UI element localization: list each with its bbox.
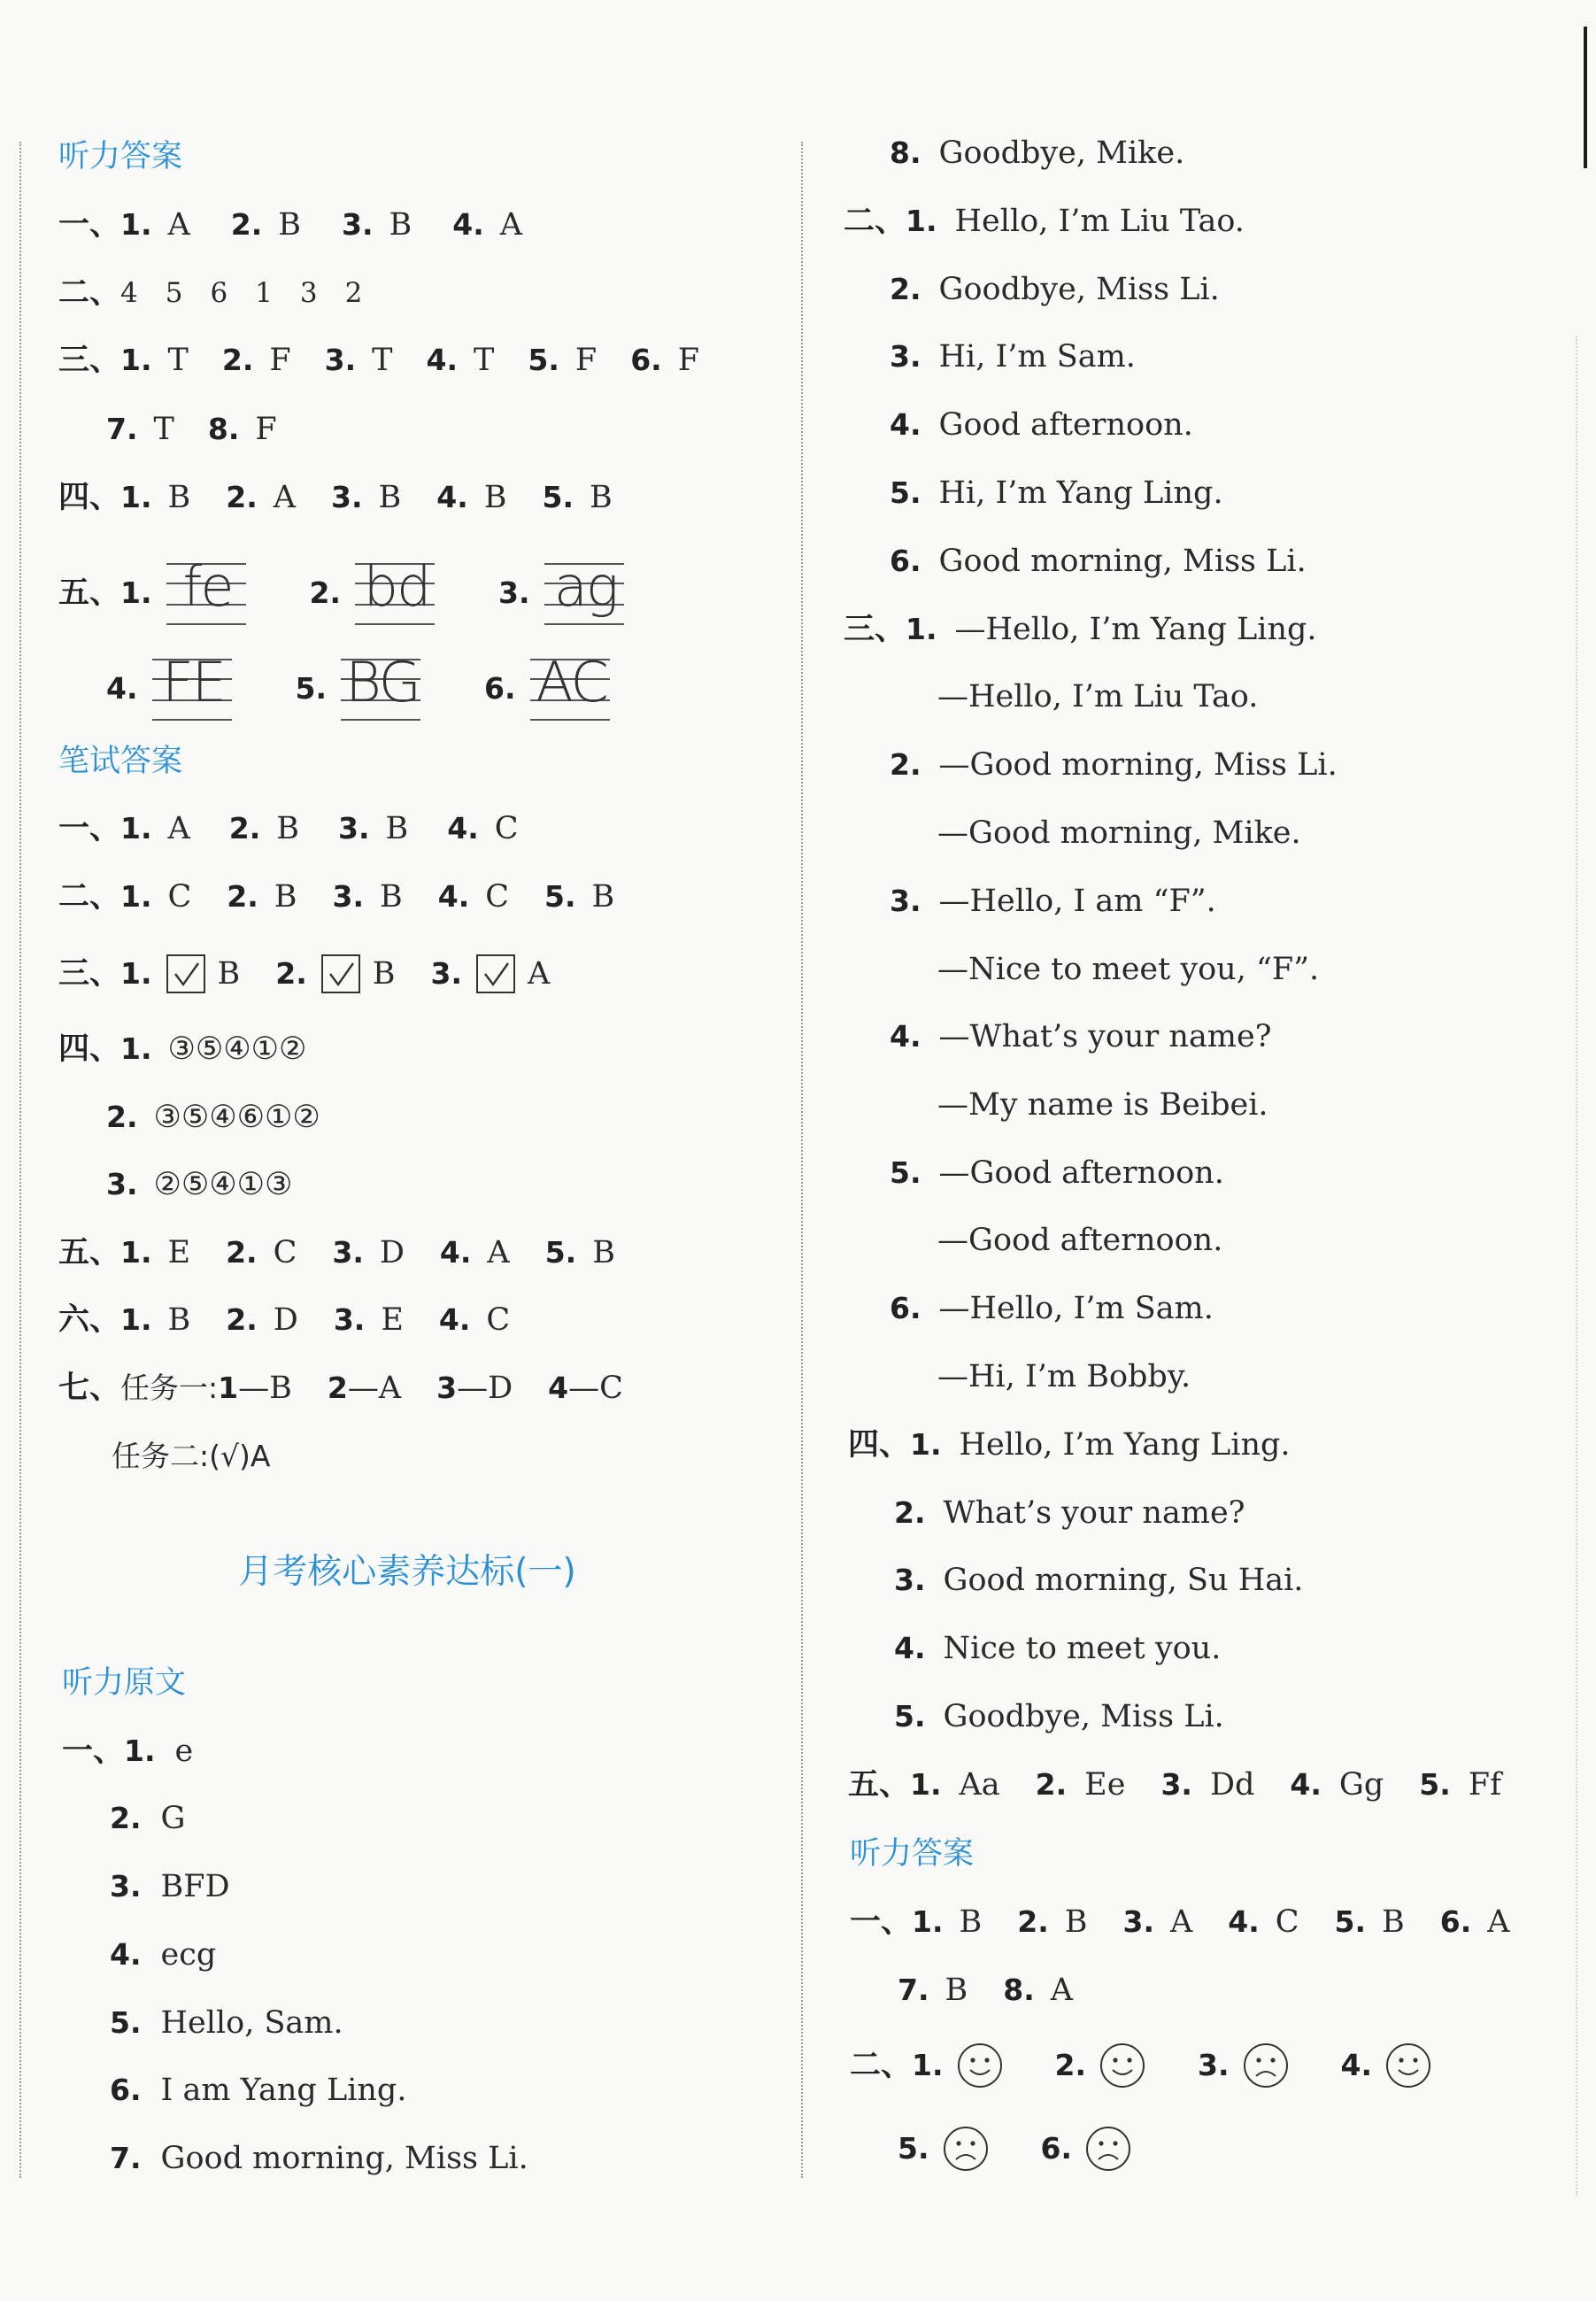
dialogue-row xyxy=(890,1282,1596,1335)
transcript-text: Goodbye, Miss Li. xyxy=(943,1699,1224,1734)
transcript-text: Hello, I’m Yang Ling. xyxy=(959,1427,1291,1463)
item-number: 4. xyxy=(452,207,484,242)
dialogue-row xyxy=(937,670,1596,723)
handwritten-letters: AC xyxy=(536,650,607,714)
handwriting-lines xyxy=(544,554,624,627)
item-number: 5. xyxy=(544,879,576,914)
item-number: 1. xyxy=(120,480,152,514)
answer: A xyxy=(487,1235,510,1270)
item-number: 3. xyxy=(890,884,921,918)
dialogue-line: —Good afternoon. xyxy=(937,1223,1223,1258)
item-number: 1. xyxy=(120,1031,152,1066)
dialogue-row xyxy=(937,1078,1596,1131)
answer-row xyxy=(58,1226,797,1279)
item-number: 5. xyxy=(890,475,921,510)
item-number: 4 xyxy=(548,1371,569,1405)
item-number: 2. xyxy=(1054,2048,1087,2082)
handwritten-letters: fe xyxy=(182,554,233,619)
section-number: 二、 xyxy=(58,275,121,311)
item-number: 4. xyxy=(437,879,470,914)
section-heading: 听力答案 xyxy=(850,1836,975,1872)
answer: B xyxy=(372,956,396,992)
item-number: 1 xyxy=(218,1371,239,1405)
answer: F xyxy=(255,412,277,447)
item-number: 2 xyxy=(327,1371,348,1405)
item-number: 4. xyxy=(1290,1767,1322,1802)
dialogue-row xyxy=(890,738,1596,791)
transcript-text: Hi, I’m Yang Ling. xyxy=(938,475,1223,511)
item-number: 3. xyxy=(106,1167,138,1201)
transcript-text: Goodbye, Mike. xyxy=(938,135,1185,171)
section-number: 二、 xyxy=(58,879,121,915)
section-number: 六、 xyxy=(58,1302,121,1338)
answer-row xyxy=(58,870,797,923)
answer: B xyxy=(217,956,241,992)
item-number: 1. xyxy=(120,207,152,242)
item-number: 3. xyxy=(332,1235,364,1270)
answer: A xyxy=(167,207,190,243)
item-number: 2. xyxy=(226,480,258,514)
handwritten-letters: ag xyxy=(553,554,618,619)
section-number: 五、 xyxy=(58,1235,121,1270)
section-number: 七、 xyxy=(58,1371,121,1406)
item-number: 2. xyxy=(1017,1904,1049,1939)
item-number: 7. xyxy=(898,1973,929,2007)
answer: B xyxy=(592,1235,615,1270)
item-number: 6. xyxy=(890,544,921,578)
answer: T xyxy=(167,343,189,378)
section-number: 二、 xyxy=(844,204,906,239)
page-title: 月考核心素养达标(一) xyxy=(238,1552,576,1592)
answer-row xyxy=(58,471,797,524)
transcript-row xyxy=(848,1758,1596,1811)
section-number: 三、 xyxy=(58,343,121,378)
answer-row xyxy=(58,802,797,855)
transcript-row xyxy=(110,1996,797,2050)
section-number: 一、 xyxy=(850,1904,913,1940)
transcript-row xyxy=(894,1554,1596,1607)
item-number: 1. xyxy=(120,343,152,377)
transcript-row xyxy=(110,2064,797,2117)
item-number: 2. xyxy=(275,956,307,991)
smile-face-icon xyxy=(956,2042,1004,2089)
item-number: 3. xyxy=(338,811,370,846)
item-number: 5. xyxy=(1334,1904,1367,1939)
item-number: 6. xyxy=(630,343,662,377)
answer-row xyxy=(58,334,797,387)
letter-row xyxy=(58,547,797,639)
item-number: 4. xyxy=(439,1235,472,1270)
dialogue-row xyxy=(844,603,1596,656)
item-number: 4. xyxy=(447,811,479,846)
dialogue-line: —Good morning, Miss Li. xyxy=(938,747,1338,783)
transcript-row xyxy=(110,1928,797,1981)
transcript-text: Good morning, Su Hai. xyxy=(943,1563,1304,1598)
item-number: 6. xyxy=(110,2073,142,2107)
item-number: 5. xyxy=(528,343,559,377)
transcript-row xyxy=(110,1792,797,1845)
answer-row xyxy=(58,1293,797,1347)
answer: B xyxy=(959,1904,983,1940)
column-divider xyxy=(801,142,803,2178)
answer: E xyxy=(381,1302,404,1338)
transcript-text: Hello, Sam. xyxy=(160,2005,343,2041)
transcript-row xyxy=(894,1486,1596,1540)
transcript-text: Gg xyxy=(1338,1767,1384,1803)
answer: B xyxy=(167,1302,191,1338)
transcript-row xyxy=(844,195,1596,248)
answer: F xyxy=(677,343,699,378)
answer: B xyxy=(167,480,191,515)
item-number: 3. xyxy=(890,339,921,374)
item-number: 4. xyxy=(436,480,468,514)
dialogue-line: —Hello, I am “F”. xyxy=(938,884,1216,919)
answer: B xyxy=(591,879,615,915)
item-number: 7. xyxy=(106,412,138,446)
handwritten-letters: bd xyxy=(363,554,430,619)
answer-row xyxy=(58,266,797,320)
answer: ③⑤④①② xyxy=(167,1031,307,1067)
transcript-row xyxy=(890,330,1596,383)
dialogue-row xyxy=(937,1350,1596,1403)
handwriting-lines xyxy=(530,650,610,722)
item-number: 3. xyxy=(1160,1767,1192,1802)
answer-row xyxy=(58,1023,797,1076)
answer: D xyxy=(273,1302,298,1338)
item-number: 3. xyxy=(332,879,365,914)
item-number: 4. xyxy=(890,1019,921,1054)
item-number: 3. xyxy=(110,1869,142,1903)
transcript-text: Nice to meet you. xyxy=(943,1631,1222,1666)
item-number: 3. xyxy=(894,1563,926,1597)
answer: —C xyxy=(568,1371,623,1406)
handwriting-lines xyxy=(355,554,435,627)
item-number: 2. xyxy=(106,1100,138,1134)
item-number: 5. xyxy=(295,671,327,706)
section-number: 三、 xyxy=(58,956,121,992)
answer: F xyxy=(574,343,598,378)
item-number: 3. xyxy=(430,956,462,991)
answer-row xyxy=(58,198,797,251)
answer-row xyxy=(106,403,797,456)
item-number: 4. xyxy=(438,1302,471,1337)
handwritten-letters: FE xyxy=(162,650,225,714)
answer: A xyxy=(499,207,523,243)
item-number: 1. xyxy=(910,1427,942,1462)
dialogue-row xyxy=(937,1214,1596,1267)
transcript-row xyxy=(848,1418,1596,1471)
section-number: 四、 xyxy=(58,1031,121,1067)
section-heading: 听力答案 xyxy=(58,139,183,174)
section-number: 二、 xyxy=(850,2048,913,2083)
answer: B xyxy=(590,480,613,515)
item-number: 4. xyxy=(106,671,138,706)
answer-row xyxy=(112,1430,797,1483)
item-number: 8. xyxy=(890,135,921,170)
item-number: 4. xyxy=(426,343,459,377)
item-number: 6. xyxy=(484,671,516,706)
item-number: 1. xyxy=(120,575,152,610)
section-number: 四、 xyxy=(848,1427,911,1463)
dialogue-row xyxy=(937,943,1596,996)
answer: B xyxy=(389,207,412,243)
transcript-row xyxy=(890,263,1596,316)
dialogue-line: —Good morning, Mike. xyxy=(937,815,1301,851)
answer-row xyxy=(58,1362,797,1415)
item-number: 4. xyxy=(1340,2048,1373,2082)
item-number: 2. xyxy=(226,1302,258,1337)
item-number: 3. xyxy=(1122,1904,1154,1939)
answer: E xyxy=(167,1235,191,1270)
item-number: 3. xyxy=(331,480,363,514)
dialogue-line: —Nice to meet you, “F”. xyxy=(937,952,1320,987)
transcript-text: Hi, I’m Sam. xyxy=(938,339,1136,374)
item-number: 6. xyxy=(1040,2131,1072,2166)
item-number: 8. xyxy=(1003,1973,1035,2007)
dialogue-row xyxy=(890,1147,1596,1200)
transcript-text: I am Yang Ling. xyxy=(160,2073,407,2108)
answer: C xyxy=(273,1235,297,1270)
answer: B xyxy=(278,207,302,243)
transcript-text: Good afternoon. xyxy=(938,407,1193,443)
item-number: 2. xyxy=(890,747,921,782)
answer: —B xyxy=(238,1371,292,1406)
answer: A xyxy=(1169,1904,1193,1940)
item-number: 1. xyxy=(906,612,937,646)
answer: A xyxy=(527,956,551,992)
transcript-row xyxy=(890,127,1596,180)
transcript-text: Aa xyxy=(959,1767,1000,1803)
item-number: 6. xyxy=(1439,1904,1472,1939)
handwriting-lines xyxy=(341,650,420,722)
transcript-text: ecg xyxy=(160,1937,217,1973)
item-number: 2. xyxy=(228,811,261,846)
item-number: 3. xyxy=(342,207,374,242)
face-answer-row xyxy=(898,2122,1596,2175)
item-number: 3 xyxy=(436,1371,458,1405)
item-number: 3. xyxy=(324,343,357,377)
dialogue-line: —Good afternoon. xyxy=(938,1155,1224,1191)
item-number: 4. xyxy=(894,1631,926,1665)
item-number: 2. xyxy=(1035,1767,1068,1802)
letter-row xyxy=(106,643,797,735)
dialogue-row xyxy=(890,1010,1596,1063)
answer: B xyxy=(1064,1904,1088,1940)
answer: A xyxy=(1487,1904,1510,1940)
checked-box-icon xyxy=(476,954,515,993)
item-number: 1. xyxy=(912,2048,944,2082)
item-number: 7. xyxy=(110,2141,142,2175)
section-number: 一、 xyxy=(62,1733,125,1769)
answer: B xyxy=(274,879,297,915)
answer: F xyxy=(269,343,291,378)
checked-box-icon xyxy=(321,954,360,993)
transcript-row xyxy=(110,1860,797,1913)
dialogue-line: —My name is Beibei. xyxy=(937,1087,1268,1123)
answer: —D xyxy=(457,1371,513,1406)
answer: —A xyxy=(347,1371,402,1406)
item-number: 2. xyxy=(110,1801,142,1835)
item-number: 5. xyxy=(542,480,574,514)
dialogue-line: —What’s your name? xyxy=(938,1019,1272,1054)
transcript-row xyxy=(894,1690,1596,1743)
transcript-text: Good morning, Miss Li. xyxy=(938,544,1307,579)
item-number: 5. xyxy=(1419,1767,1451,1802)
answer-sequence: 4 5 6 1 3 2 xyxy=(120,277,363,309)
item-number: 1. xyxy=(120,956,152,991)
dialogue-line: —Hello, I’m Liu Tao. xyxy=(937,679,1259,714)
item-number: 8. xyxy=(207,412,240,446)
answer: C xyxy=(486,1302,511,1338)
transcript-text: What’s your name? xyxy=(943,1495,1245,1531)
transcript-text: BFD xyxy=(160,1869,230,1904)
item-number: 1. xyxy=(120,879,152,914)
answer: B xyxy=(380,879,403,915)
transcript-row xyxy=(890,398,1596,452)
answer: C xyxy=(1275,1904,1299,1940)
item-number: 5. xyxy=(890,1155,921,1190)
dialogue-line: —Hi, I’m Bobby. xyxy=(937,1359,1191,1394)
item-number: 2. xyxy=(894,1495,926,1530)
task-answer: 任务二:(√)A xyxy=(112,1439,271,1473)
answer: T xyxy=(372,343,393,378)
section-heading: 听力原文 xyxy=(62,1665,187,1701)
item-number: 3. xyxy=(498,575,530,610)
item-number: 5. xyxy=(544,1235,577,1270)
answer-row xyxy=(58,947,797,1000)
item-number: 1. xyxy=(906,204,937,238)
transcript-text: Good morning, Miss Li. xyxy=(160,2141,528,2176)
answer-row xyxy=(850,1896,1596,1949)
left-margin-rule xyxy=(19,142,21,2178)
answer-row xyxy=(898,1964,1596,2017)
answer: T xyxy=(474,343,495,378)
item-number: 3. xyxy=(333,1302,366,1337)
answer: ③⑤④⑥①② xyxy=(153,1100,320,1135)
item-number: 5. xyxy=(110,2005,142,2040)
section-number: 一、 xyxy=(58,207,121,243)
transcript-text: Ee xyxy=(1084,1767,1126,1803)
item-number: 2. xyxy=(227,879,258,914)
handwriting-lines xyxy=(152,650,232,722)
item-number: 1. xyxy=(120,1235,152,1270)
checked-box-icon xyxy=(166,954,205,993)
answer: A xyxy=(1050,1973,1074,2008)
answer-row xyxy=(106,1091,797,1144)
answer-row xyxy=(106,1158,797,1211)
item-number: 2. xyxy=(309,575,342,610)
answer: B xyxy=(1382,1904,1405,1940)
transcript-row xyxy=(890,467,1596,520)
item-number: 2. xyxy=(226,1235,258,1270)
answer: B xyxy=(276,811,300,846)
transcript-row xyxy=(894,1622,1596,1675)
item-number: 5. xyxy=(894,1699,926,1733)
answer: A xyxy=(167,811,190,846)
item-number: 1. xyxy=(124,1733,156,1768)
answer: C xyxy=(167,879,192,915)
transcript-text: G xyxy=(160,1801,186,1836)
item-number: 4. xyxy=(110,1937,142,1972)
item-number: 2. xyxy=(230,207,263,242)
sad-face-icon xyxy=(1084,2125,1132,2173)
task-label: 任务一: xyxy=(120,1371,219,1405)
handwriting-lines xyxy=(166,554,246,627)
section-number: 三、 xyxy=(844,612,906,647)
section-number: 一、 xyxy=(58,811,121,846)
item-number: 4. xyxy=(890,407,921,442)
item-number: 1. xyxy=(120,811,152,846)
item-number: 4. xyxy=(1228,1904,1260,1939)
sad-face-icon xyxy=(942,2125,990,2173)
answer: ②⑤④①③ xyxy=(153,1167,293,1202)
answer: B xyxy=(385,811,409,846)
transcript-text: e xyxy=(174,1733,194,1769)
item-number: 1. xyxy=(910,1767,942,1802)
item-number: 1. xyxy=(120,1302,152,1337)
section-number: 五、 xyxy=(58,575,121,611)
transcript-row xyxy=(890,535,1596,588)
answer: B xyxy=(378,480,402,515)
item-number: 5. xyxy=(898,2131,929,2166)
sad-face-icon xyxy=(1242,2042,1290,2089)
dialogue-line: —Hello, I’m Yang Ling. xyxy=(954,612,1317,647)
answer: C xyxy=(485,879,510,915)
answer: B xyxy=(944,1973,968,2008)
transcript-text: Hello, I’m Liu Tao. xyxy=(954,204,1245,239)
handwritten-letters: BG xyxy=(345,650,420,714)
transcript-text: Dd xyxy=(1209,1767,1255,1803)
answer: D xyxy=(379,1235,405,1270)
section-heading: 笔试答案 xyxy=(58,744,183,779)
section-number: 四、 xyxy=(58,480,121,515)
face-answer-row xyxy=(850,2039,1596,2092)
answer: T xyxy=(153,412,174,447)
item-number: 3. xyxy=(1198,2048,1230,2082)
section-number: 五、 xyxy=(848,1767,911,1803)
dialogue-row xyxy=(937,807,1596,860)
transcript-row xyxy=(110,2132,797,2185)
smile-face-icon xyxy=(1099,2042,1146,2089)
item-number: 6. xyxy=(890,1291,921,1325)
answer: B xyxy=(483,480,507,515)
dialogue-row xyxy=(890,875,1596,928)
item-number: 2. xyxy=(890,272,921,306)
transcript-text: Goodbye, Miss Li. xyxy=(938,272,1220,307)
item-number: 1. xyxy=(912,1904,944,1939)
dialogue-line: —Hello, I’m Sam. xyxy=(938,1291,1214,1326)
transcript-row xyxy=(62,1725,797,1778)
transcript-text: Ff xyxy=(1468,1767,1502,1803)
item-number: 2. xyxy=(221,343,254,377)
answer: A xyxy=(273,480,297,515)
smile-face-icon xyxy=(1384,2042,1432,2089)
answer: C xyxy=(494,811,519,846)
